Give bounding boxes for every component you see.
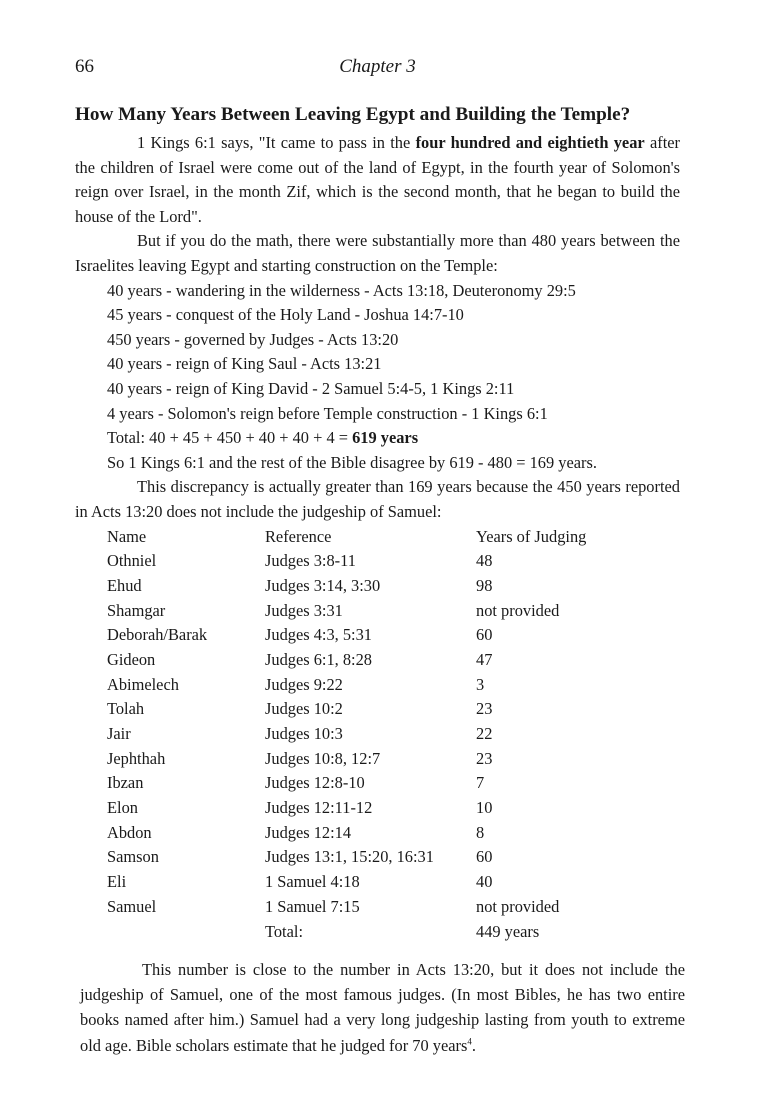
judge-reference: 1 Samuel 4:18 xyxy=(265,872,360,892)
intro-paragraph-2: But if you do the math, there were substantially more than 480 years between the Israelites leaving Egypt and starting construction on the Temple: xyxy=(75,231,680,275)
total-spacer xyxy=(107,920,265,945)
discrepancy-paragraph: This discrepancy is actually greater than 169 years because the 450 years reported in Acts 13:20 does not include the judgeship of Samuel: xyxy=(75,477,680,521)
list-item: 4 years - Solomon's reign before Temple construction - 1 Kings 6:1 xyxy=(107,403,548,423)
table-row xyxy=(107,796,626,821)
judge-reference: Judges 12:11-12 xyxy=(265,798,373,818)
table-row xyxy=(107,697,626,722)
table-row xyxy=(107,574,626,599)
judge-reference: Judges 3:8-11 xyxy=(265,551,356,571)
judge-name: Tolah xyxy=(107,699,145,719)
difference-line: So 1 Kings 6:1 and the rest of the Bible disagree by 619 - 480 = 169 years. xyxy=(107,452,597,472)
judge-name: Elon xyxy=(107,798,138,818)
table-row xyxy=(107,845,626,870)
judge-name: Othniel xyxy=(107,551,157,571)
judge-years: 47 xyxy=(476,649,493,669)
total-value: 449 years xyxy=(476,921,540,941)
closing-text xyxy=(80,957,685,1058)
judge-name: Abdon xyxy=(107,822,152,842)
judge-name: Ibzan xyxy=(107,773,144,793)
judge-reference: Judges 12:8-10 xyxy=(265,773,365,793)
judge-years: 60 xyxy=(476,625,493,645)
judge-name: Samson xyxy=(107,847,159,867)
list-item: 45 years - conquest of the Holy Land - Joshua 14:7-10 xyxy=(107,305,464,325)
judge-years: 98 xyxy=(476,575,493,595)
judge-years: not provided xyxy=(476,600,560,620)
judge-years: 7 xyxy=(476,773,485,793)
table-row xyxy=(107,771,626,796)
judge-years: 60 xyxy=(476,847,493,867)
table-total-row xyxy=(107,920,626,945)
chapter-title: Chapter 3 xyxy=(339,56,416,77)
footnote-marker[interactable]: 4 xyxy=(467,1036,472,1047)
closing-body: This number is close to the number in Acts 13:20, but it does not include the judgeship of Samuel, one of the most famous judges. (In most Bibles, he has two entire books named after him.) Samuel had a very long judgeship lasting from youth to extreme old age. Bible scholars estimate that he judged for 70 years xyxy=(80,960,685,1055)
judge-years: 23 xyxy=(476,699,493,719)
years-list xyxy=(75,279,680,476)
list-item: 40 years - reign of King David - 2 Samuel 5:4-5, 1 Kings 2:11 xyxy=(107,378,515,398)
judge-years: 22 xyxy=(476,724,493,743)
judge-reference: Judges 13:1, 15:20, 16:31 xyxy=(265,847,434,867)
table-row xyxy=(107,623,626,648)
judge-name: Ehud xyxy=(107,575,142,595)
judge-reference: Judges 6:1, 8:28 xyxy=(265,649,372,669)
judge-name: Deborah/Barak xyxy=(107,625,208,645)
judge-reference: Judges 9:22 xyxy=(265,674,343,694)
judge-years: 3 xyxy=(476,674,485,694)
table-row xyxy=(107,870,626,895)
judge-name: Jair xyxy=(107,724,131,743)
table-row xyxy=(107,722,626,747)
column-header-years: Years of Judging xyxy=(476,526,587,546)
table-row xyxy=(107,549,626,574)
judge-name: Eli xyxy=(107,872,127,892)
judge-reference: 1 Samuel 7:15 xyxy=(265,896,360,916)
judge-years: 23 xyxy=(476,748,493,768)
table-row xyxy=(107,599,626,624)
judge-reference: Judges 3:14, 3:30 xyxy=(265,575,381,595)
total-line xyxy=(75,426,680,451)
judge-years: 8 xyxy=(476,822,485,842)
intro-paragraph-1 xyxy=(75,131,680,229)
section-title: How Many Years Between Leaving Egypt and Building the Temple? xyxy=(75,104,631,125)
judge-years: not provided xyxy=(476,896,560,916)
judge-reference: Judges 10:2 xyxy=(265,699,343,719)
judge-reference: Judges 10:3 xyxy=(265,724,343,743)
table-row xyxy=(107,648,626,673)
judge-name: Shamgar xyxy=(107,600,166,620)
table-row xyxy=(107,673,626,698)
judge-reference: Judges 10:8, 12:7 xyxy=(265,748,381,768)
judge-years: 40 xyxy=(476,872,493,892)
column-header-reference: Reference xyxy=(265,526,332,546)
page-number: 66 xyxy=(75,56,94,77)
table-row xyxy=(107,821,626,846)
judge-reference: Judges 3:31 xyxy=(265,600,343,620)
intro-p1-bold: four hundred and eightieth year xyxy=(415,133,645,152)
judge-reference: Judges 4:3, 5:31 xyxy=(265,625,372,645)
total-label-text: Total: xyxy=(265,921,303,941)
judge-reference: Judges 12:14 xyxy=(265,822,352,842)
table-row xyxy=(107,747,626,772)
column-header-name: Name xyxy=(107,526,147,546)
total-line-value: 619 years xyxy=(352,428,419,448)
list-item: 40 years - wandering in the wilderness - Acts 13:18, Deuteronomy 29:5 xyxy=(107,280,576,300)
closing-end: . xyxy=(471,1035,476,1055)
judge-name: Jephthah xyxy=(107,748,166,768)
intro-p1-post: after the children of Israel were come out of the land of Egypt, in the fourth year of Solomon's reign over Israel, in the month Zif, which is the second month, that he began to build the house of the Lord". xyxy=(75,133,680,226)
total-line-text: Total: 40 + 45 + 450 + 40 + 40 + 4 = xyxy=(107,428,353,448)
body-text xyxy=(75,131,680,944)
judge-name: Gideon xyxy=(107,649,156,669)
judge-years: 48 xyxy=(476,551,493,571)
table-header-row xyxy=(107,525,626,550)
list-item: 40 years - reign of King Saul - Acts 13:21 xyxy=(107,354,382,374)
judges-table xyxy=(107,525,626,945)
judge-name: Samuel xyxy=(107,896,157,916)
list-item: 450 years - governed by Judges - Acts 13:20 xyxy=(107,329,399,349)
table-row xyxy=(107,895,626,920)
judge-years: 10 xyxy=(476,798,493,818)
page-header xyxy=(75,56,680,80)
closing-paragraph xyxy=(80,957,685,1058)
intro-p1-pre: 1 Kings 6:1 says, "It came to pass in the xyxy=(137,133,416,152)
total-label xyxy=(265,920,476,945)
judge-name: Abimelech xyxy=(107,674,179,694)
